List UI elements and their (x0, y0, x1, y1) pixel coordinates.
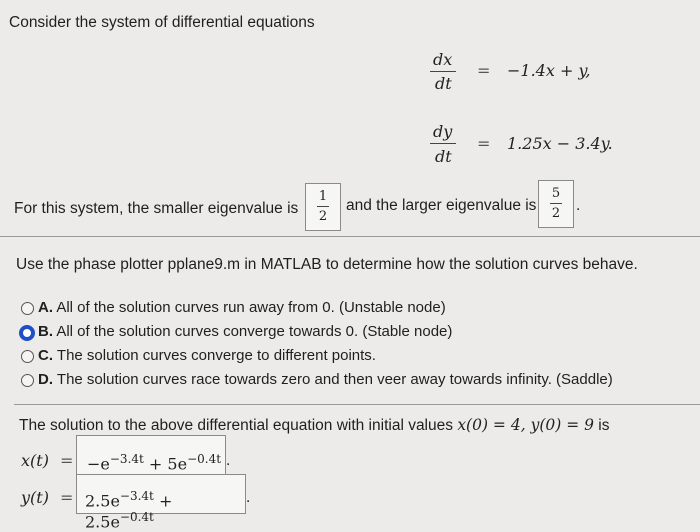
smaller-eigenvalue-den: 2 (318, 209, 328, 224)
solution-is: is (598, 417, 610, 434)
option-a-key: A. (38, 299, 53, 316)
eq2-denominator: dt (435, 147, 452, 166)
y-equals: = (60, 488, 74, 507)
smaller-eigenvalue-bar (317, 206, 329, 207)
intro-text: Consider the system of differential equations (9, 14, 315, 31)
eq1-equals: = (477, 61, 491, 80)
initial-conditions: x(0) = 4, y(0) = 9 (457, 416, 594, 434)
y-term2: + 2.5e (85, 491, 173, 532)
radio-a[interactable] (21, 302, 34, 315)
solution-prompt: The solution to the above differential equation with initial values (19, 417, 453, 434)
x-solution-expression (87, 452, 221, 473)
y-label: y(t) (21, 488, 49, 507)
larger-eigenvalue-answer[interactable] (538, 180, 574, 228)
eq2-rhs: 1.25x − 3.4y. (507, 134, 613, 153)
x-term1: −e (87, 454, 110, 474)
x-solution-answer[interactable] (76, 435, 226, 475)
radio-c[interactable] (21, 350, 34, 363)
phase-prompt: Use the phase plotter pplane9.m in MATLAB to determine how the solution curves behave. (16, 256, 638, 273)
smaller-eigenvalue-num: 1 (318, 189, 328, 204)
option-c-key: C. (38, 347, 53, 364)
solution-prompt-line (19, 416, 610, 435)
eq1-rhs: −1.4x + y, (507, 61, 591, 80)
eigen-mid: and the larger eigenvalue is (346, 197, 537, 214)
section-divider-1 (0, 236, 700, 237)
option-d-text: The solution curves race towards zero and then veer away towards infinity. (Saddle) (56, 371, 613, 388)
eq2-equals: = (477, 134, 491, 153)
y-period: . (246, 489, 251, 506)
y-exp1: −3.4t (119, 489, 154, 503)
y-exp2: −0.4t (119, 510, 154, 525)
option-b-text: All of the solution curves converge towards 0. (Stable node) (56, 323, 453, 340)
radio-d[interactable] (21, 374, 34, 387)
x-period: . (226, 452, 231, 469)
x-label: x(t) (21, 451, 49, 470)
eq1-numerator: dx (433, 50, 453, 69)
option-a-text: All of the solution curves run away from 0. (Unstable node) (56, 299, 446, 316)
eq1-denominator: dt (435, 74, 452, 93)
larger-eigenvalue-num: 5 (551, 186, 561, 201)
x-exp1: −3.4t (109, 452, 144, 466)
option-d-key: D. (38, 371, 53, 388)
eigen-period: . (576, 197, 581, 214)
y-solution-answer[interactable] (76, 474, 246, 532)
x-exp2: −0.4t (187, 452, 222, 466)
larger-eigenvalue-bar (550, 203, 562, 204)
smaller-eigenvalue-answer[interactable] (305, 183, 341, 231)
eq1-fraction-bar (430, 71, 456, 72)
eq2-numerator: dy (433, 122, 453, 141)
larger-eigenvalue-den: 2 (551, 206, 561, 221)
section-divider-2 (14, 404, 700, 405)
radio-b-selected[interactable] (19, 325, 35, 341)
y-term1: 2.5e (85, 491, 120, 511)
x-equals: = (60, 451, 74, 470)
option-b-key: B. (38, 323, 53, 340)
y-solution-expression (85, 489, 245, 532)
x-term2: + 5e (143, 454, 188, 474)
eq2-fraction-bar (430, 143, 456, 144)
eigen-prefix: For this system, the smaller eigenvalue is (14, 200, 299, 217)
option-c-text: The solution curves converge to different points. (56, 347, 376, 364)
